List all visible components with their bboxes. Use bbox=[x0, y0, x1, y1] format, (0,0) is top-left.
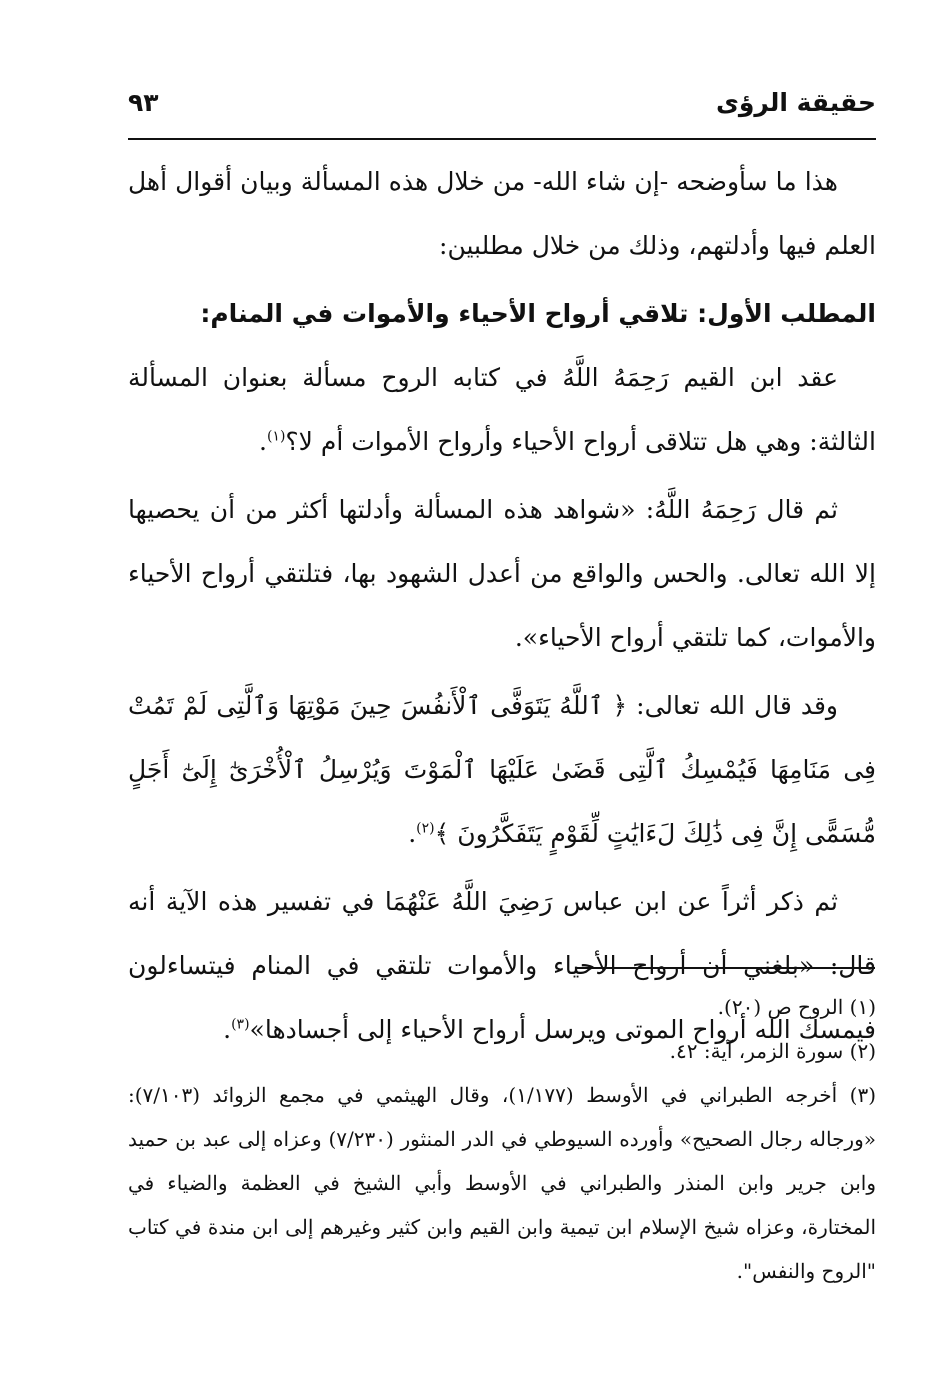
footnote-3: (٣) أخرجه الطبراني في الأوسط (١/١٧٧)، وقال الهيثمي في مجمع الزوائد (٧/١٠٣): «ورجاله رجال الصحيح» وأورده السيوطي في الدر المنثور (٧/٢٣٠) وعزاه إلى عبد بن حميد وابن جرير وابن المنذر والطبراني في الأوسط وأبي الشيخ في العظمة والضياء في المختارة، وعزاه شيخ الإسلام ابن تيمية وابن القيم وابن كثير وغيرهم إلى ابن مندة في كتاب "الروح والنفس". bbox=[128, 1083, 876, 1283]
footnote-ref-2: (٢) bbox=[416, 820, 435, 837]
footnote-ref-3: (٣) bbox=[231, 1016, 250, 1033]
footnote-1: (١) الروح ص (٢٠). bbox=[717, 995, 876, 1019]
paragraph-quote: ثم قال رَحِمَهُ اللَّهُ: «شواهد هذه المسألة وأدلتها أكثر من أن يحصيها إلا الله تعالى. والحس والواقع من أعدل الشهود بها، فتلتقي أرواح الأحياء والأموات، كما تلتقي أرواح الأحياء». bbox=[128, 495, 876, 652]
running-header bbox=[128, 88, 876, 128]
paragraph-end: . bbox=[408, 819, 417, 848]
header-rule bbox=[128, 138, 876, 140]
quran-verse: ﴿ ٱللَّهُ يَتَوَفَّى ٱلْأَنفُسَ حِينَ مَوْتِهَا وَٱلَّتِى لَمْ تَمُتْ فِى مَنَامِهَا فَيُمْسِكُ ٱلَّتِى قَضَىٰ عَلَيْهَا ٱلْمَوْتَ وَيُرْسِلُ ٱلْأُخْرَىٰٓ إِلَىٰٓ أَجَلٍ مُّسَمًّى إِنَّ فِى ذَٰلِكَ لَءَايَٰتٍ لِّقَوْمٍ يَتَفَكَّرُونَ ﴾ bbox=[128, 691, 876, 848]
page-number: ٩٣ bbox=[128, 88, 159, 117]
paragraph-text: ثم ذكر أثراً عن ابن عباس رَضِيَ اللَّهُ عَنْهُمَا في تفسير هذه الآية أنه قال: «بلغني أن أرواح الأحياء والأموات تلتقي في المنام فيتساءلون فيمسك الله أرواح الموتى ويرسل أرواح الأحياء إلى أجسادها» bbox=[128, 887, 876, 1044]
footnote-2: (٢) سورة الزمر، آية: ٤٢. bbox=[669, 1039, 876, 1063]
running-title: حقيقة الرؤى bbox=[715, 88, 876, 117]
paragraph-end: . bbox=[258, 427, 267, 456]
body-text bbox=[128, 150, 876, 1066]
footnote-rule bbox=[575, 967, 875, 969]
paragraph-intro: هذا ما سأوضحه -إن شاء الله- من خلال هذه المسألة وبيان أقوال أهل العلم فيها وأدلتهم، وذلك من خلال مطلبين: bbox=[128, 167, 876, 260]
verse-intro: وقد قال الله تعالى: bbox=[627, 691, 838, 720]
footnote-ref-1: (١) bbox=[266, 428, 286, 445]
footnotes bbox=[128, 985, 876, 1293]
paragraph-verse bbox=[128, 674, 876, 866]
paragraph-end: . bbox=[223, 1015, 232, 1044]
paragraph-text: عقد ابن القيم رَحِمَهُ اللَّهُ في كتابه الروح مسألة بعنوان المسألة الثالثة: وهي هل تتلاقى أرواح الأحياء وأرواح الأموات أم لا؟ bbox=[128, 363, 876, 456]
paragraph-ibn-alqayyim bbox=[128, 346, 876, 474]
section-heading: المطلب الأول: تلاقي أرواح الأحياء والأموات في المنام: bbox=[200, 299, 876, 328]
